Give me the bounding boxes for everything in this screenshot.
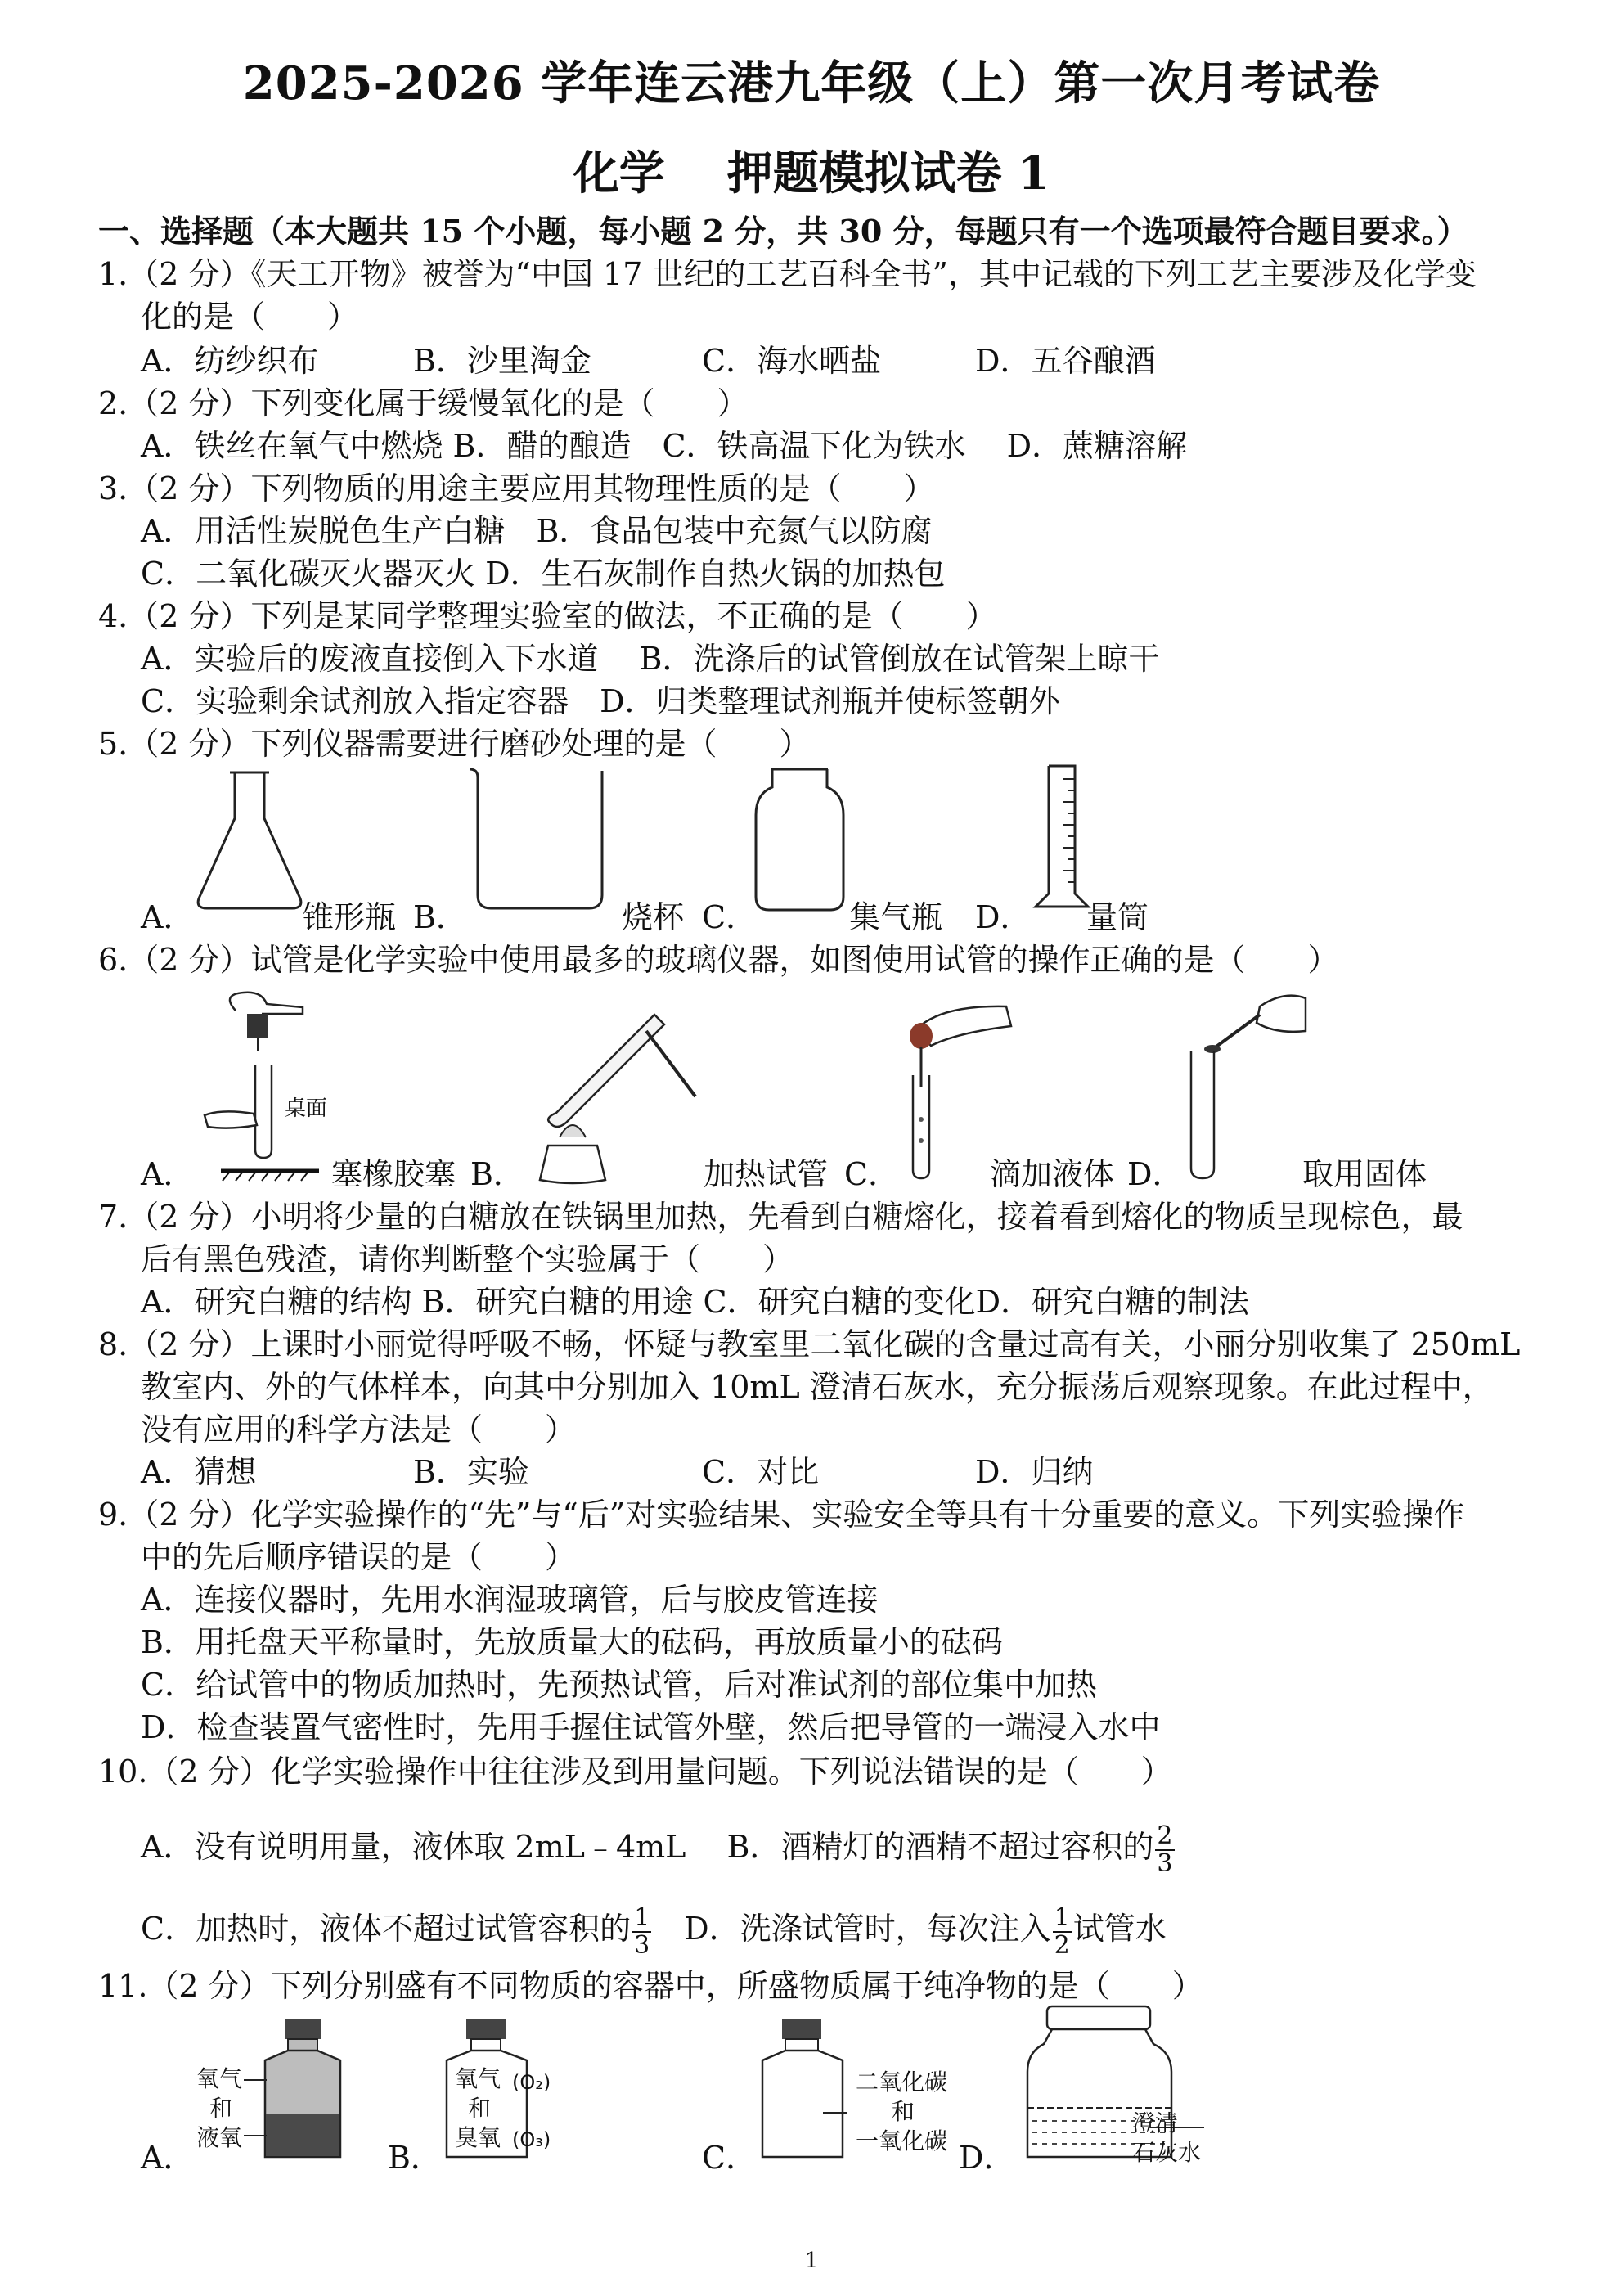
q11-c-label-bot: 一氧化碳 [856,2127,948,2154]
measuring-cylinder-image [1029,763,1095,915]
q5-stem: 5.（2 分）下列仪器需要进行磨砂处理的是（ ） [98,726,811,762]
q4-options-ab: A．实验后的废液直接倒入下水道 B．洗涤后的试管倒放在试管架上晾干 [141,641,1160,677]
fraction-one-third [632,1902,651,1960]
beaker-image [466,766,614,913]
q5-option-b-name: 烧杯 [622,899,685,935]
q6-stem: 6.（2 分）试管是化学实验中使用最多的玻璃仪器，如图使用试管的操作正确的是（ ） [98,942,1339,978]
q11-d-label-bot: 石灰水 [1132,2139,1202,2166]
q8-option-a: A．猜想 [141,1454,257,1490]
q7-stem-cont: 后有黑色残渣，请你判断整个实验属于（ ） [141,1241,794,1277]
q11-option-b-letter: B． [388,2140,442,2176]
q6-option-a-letter: A． [141,1156,195,1192]
q10-option-d-suffix: 试管水 [1072,1911,1167,1947]
oxygen-liquid-oxygen-bottle [262,2016,344,2163]
q1-option-c: C．海水晒盐 [702,343,882,379]
q8-stem-cont: 教室内、外的气体样本，向其中分别加入 10mL 澄清石灰水，充分振荡后观察现象。在此过程中， [141,1369,1494,1405]
q2-stem: 2.（2 分）下列变化属于缓慢氧化的是（ ） [98,385,749,421]
q5-option-d-letter: D． [975,899,1032,935]
q11-option-c-letter: C． [702,2140,758,2176]
fraction-denominator: 2 [1054,1930,1070,1960]
q10-stem: 10.（2 分）化学实验操作中往往涉及到用量问题。下列说法错误的是（ ） [98,1754,1172,1790]
q5-option-d-name: 量筒 [1086,899,1149,935]
q9-option-c: C．给试管中的物质加热时，先预热试管，后对准试剂的部位集中加热 [141,1667,1098,1703]
q9-option-d: D．检查装置气密性时，先用手握住试管外壁，然后把导管的一端浸入水中 [141,1709,1161,1745]
co2-co-bottle [758,2016,847,2163]
q11-b-label-bot: 臭氧 [455,2124,501,2151]
q5-option-a-letter: A． [141,899,195,935]
q11-b-label-top: 氧气 [455,2065,501,2092]
subject-label: 化学 [573,146,665,200]
q4-options-cd: C．实验剩余试剂放入指定容器 D．归类整理试剂瓶并使标签朝外 [141,683,1060,719]
q3-stem: 3.（2 分）下列物质的用途主要应用其物理性质的是（ ） [98,470,935,506]
q10-options-cd [141,1900,1167,1959]
q6-option-d-label: 取用固体 [1302,1156,1427,1192]
q3-options-ab: A．用活性炭脱色生产白糖 B．食品包装中充氮气以防腐 [141,513,933,549]
q11-d-label-top: 澄清 [1132,2109,1179,2136]
page-number: 1 [804,2249,819,2273]
q5-option-c-letter: C． [702,899,758,935]
conical-flask-image [192,769,307,912]
q1-stem-cont: 化的是（ ） [141,299,359,335]
exam-title: 2025-2026 学年连云港九年级（上）第一次月考试卷 [242,56,1381,110]
label-pointer-lines [244,2077,268,2142]
q11-c-label-top: 二氧化碳 [856,2069,948,2096]
q5-option-c-name: 集气瓶 [849,899,943,935]
q10-options-ab [141,1818,1176,1877]
exam-subtitle [0,137,1623,203]
insert-stopper-image [196,986,327,1182]
fraction-numerator: 2 [1157,1821,1173,1850]
q10-option-c-text: C．加热时，液体不超过试管容积的 [141,1911,632,1947]
q6-option-a-label: 塞橡胶塞 [331,1156,456,1192]
fraction-denominator: 3 [634,1930,650,1960]
q5-option-a-name: 锥形瓶 [303,899,397,935]
q6-option-b-label: 加热试管 [704,1156,829,1192]
q11-a-label-top: 氧气 [196,2065,243,2092]
q8-option-d: D．归纳 [975,1454,1094,1490]
q8-stem: 8.（2 分）上课时小丽觉得呼吸不畅，怀疑与教室里二氧化碳的含量过高有关，小丽分别收集了 250mL [98,1326,1521,1362]
q11-a-label-mid: 和 [209,2095,233,2122]
take-solid-image [1178,982,1309,1186]
q5-option-b-letter: B． [413,899,467,935]
q6-option-c-label: 滴加液体 [990,1156,1115,1192]
q10-option-d-text: D．洗涤试管时，每次注入 [653,1911,1051,1947]
q11-c-label-mid: 和 [892,2098,915,2125]
q7-stem: 7.（2 分）小明将少量的白糖放在铁锅里加热，先看到白糖熔化，接着看到熔化的物质呈现棕色，最 [98,1199,1463,1235]
q8-option-b: B．实验 [413,1454,529,1490]
fraction-denominator: 3 [1157,1848,1173,1878]
o3-formula: (O₃) [512,2128,551,2151]
fraction-two-thirds [1155,1823,1174,1877]
q9-stem: 9.（2 分）化学实验操作的“先”与“后”对实验结果、实验安全等具有十分重要的意义。下列实验操作 [98,1497,1465,1533]
heat-test-tube-image [524,998,704,1186]
q1-option-b: B．沙里淘金 [413,343,591,379]
q11-option-a-letter: A． [141,2140,195,2176]
o2-formula: (O₂) [512,2071,551,2094]
q9-stem-cont: 中的先后顺序错误的是（ ） [141,1539,577,1575]
paper-label: 押题模拟试卷 1 [726,146,1050,200]
fraction-numerator: 1 [634,1902,650,1932]
q6-option-d-letter: D． [1127,1156,1184,1192]
q7-options: A．研究白糖的结构 B．研究白糖的用途 C．研究白糖的变化D．研究白糖的制法 [141,1284,1250,1320]
fraction-one-half [1053,1902,1072,1960]
q10-option-ab-text: A．没有说明用量，液体取 2mL﹣4mL B．酒精灯的酒精不超过容积的 [141,1829,1154,1865]
q11-stem: 11.（2 分）下列分别盛有不同物质的容器中，所盛物质属于纯净物的是（ ） [98,1968,1203,2004]
q11-option-d-letter: D． [959,2140,1015,2176]
q9-option-b: B．用托盘天平称量时，先放质量大的砝码，再放质量小的砝码 [141,1624,1003,1660]
q8-stem-cont2: 没有应用的科学方法是（ ） [141,1411,577,1447]
q1-option-d: D．五谷酿酒 [975,343,1156,379]
q3-options-cd: C．二氧化碳灭火器灭火 D．生石灰制作自热火锅的加热包 [141,556,946,592]
q1-option-a: A．纺纱织布 [141,343,319,379]
fraction-numerator: 1 [1054,1902,1070,1932]
q6-option-c-letter: C． [844,1156,900,1192]
q2-options: A．铁丝在氧气中燃烧 B．醋的酿造 C．铁高温下化为铁水 D．蔗糖溶解 [141,428,1188,464]
q11-b-label-mid: 和 [468,2095,492,2122]
q6-option-b-letter: B． [470,1156,524,1192]
section-heading: 一、选择题（本大题共 15 个小题，每小题 2 分，共 30 分，每题只有一个选项最符合题目要求。） [98,213,1468,250]
q1-stem: 1.（2 分）《天工开物》被誉为“中国 17 世纪的工艺百科全书”，其中记载的下列工艺主要涉及化学变 [98,256,1477,292]
q4-stem: 4.（2 分）下列是某同学整理实验室的做法，不正确的是（ ） [98,598,997,634]
desk-label: 桌面 [285,1096,328,1121]
q11-a-label-bot: 液氧 [196,2124,243,2151]
q8-option-c: C．对比 [702,1454,820,1490]
gas-jar-image [753,766,847,913]
q9-option-a: A．连接仪器时，先用水润湿玻璃管，后与胶皮管连接 [141,1582,879,1618]
